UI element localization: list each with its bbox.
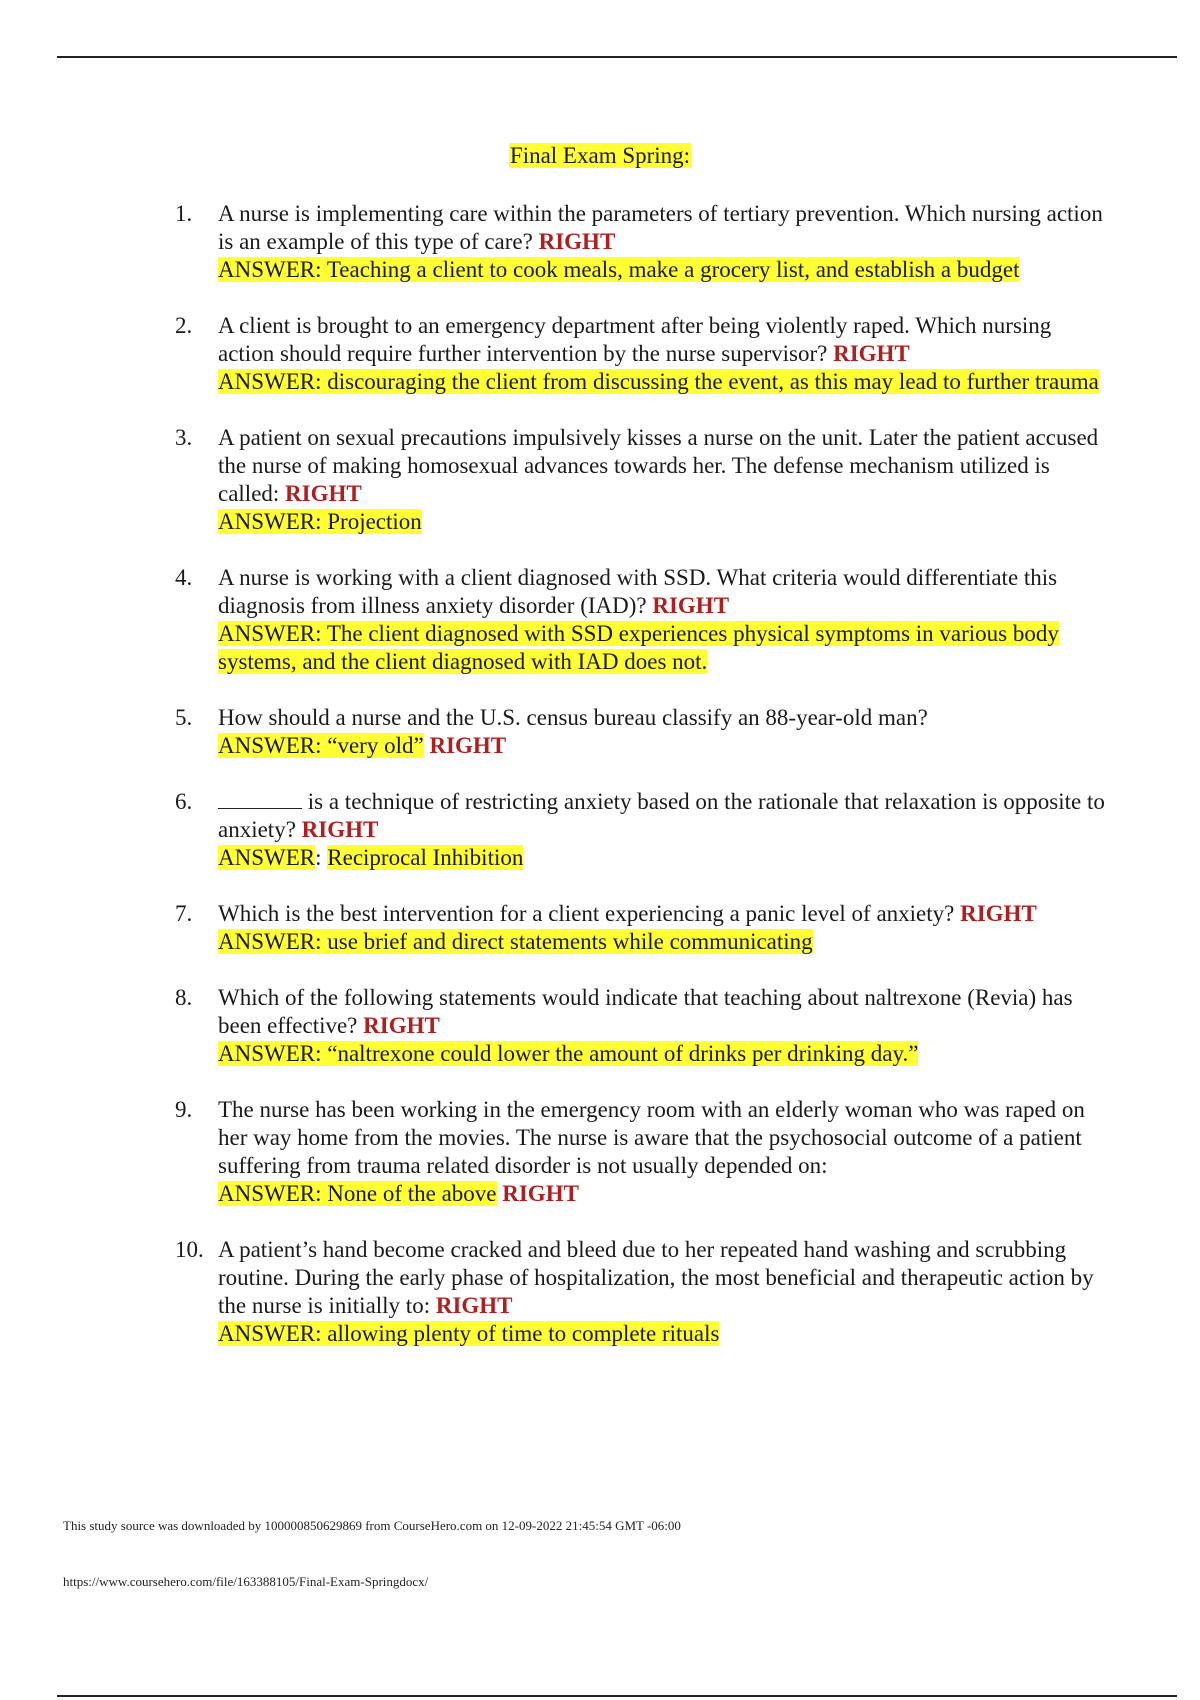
question-text: Which is the best intervention for a client experiencing a panic level of anxiety? [218, 901, 955, 926]
right-mark: RIGHT [652, 593, 730, 618]
right-mark: RIGHT [285, 481, 362, 506]
question-text: Which of the following statements would indicate that teaching about naltrexone (Revia) has been effective? [218, 985, 1073, 1038]
question-number: 9. [175, 1097, 193, 1122]
question-number: 4. [175, 565, 193, 590]
question-number: 7. [175, 901, 193, 926]
question-text: is a technique of restricting anxiety based on the rationale that relaxation is opposite to anxiety? [218, 789, 1105, 842]
question-text: How should a nurse and the U.S. census bureau classify an 88-year-old man? [218, 705, 928, 730]
question-number: 5. [175, 705, 193, 730]
question-number: 1. [175, 201, 193, 226]
question-2 [175, 312, 1105, 396]
source-note: This study source was downloaded by 100000850629869 from CourseHero.com on 12-09-2022 21:45:54 GMT -06:00 [63, 1518, 681, 1533]
question-text: A nurse is implementing care within the parameters of tertiary prevention. Which nursing action is an example of this type of care? [218, 201, 1103, 254]
question-text: A nurse is working with a client diagnosed with SSD. What criteria would differentiate this diagnosis from illness anxiety disorder (IAD)? [218, 565, 1058, 618]
answer-text: ANSWER: use brief and direct statements while communicating [218, 929, 813, 954]
answer-text: ANSWER: “very old” [218, 733, 424, 758]
question-10 [175, 1236, 1105, 1348]
answer-text: ANSWER: Projection [218, 509, 422, 534]
answer-separator: : [315, 845, 328, 870]
question-1 [175, 200, 1105, 284]
right-mark: RIGHT [429, 733, 507, 758]
fill-in-blank [218, 790, 302, 809]
question-9 [175, 1096, 1105, 1208]
question-number: 6. [175, 789, 193, 814]
source-url[interactable]: https://www.coursehero.com/file/163388105/Final-Exam-Springdocx/ [63, 1574, 429, 1589]
answer-text: ANSWER: allowing plenty of time to complete rituals [218, 1321, 720, 1346]
answer-value: Reciprocal Inhibition [327, 845, 524, 870]
question-8 [175, 984, 1105, 1068]
question-text: A client is brought to an emergency department after being violently raped. Which nursing action should require further intervention by the nurse supervisor? [218, 313, 1052, 366]
bottom-rule [57, 1695, 1177, 1697]
question-text: The nurse has been working in the emergency room with an elderly woman who was raped on her way home from the movies. The nurse is aware that the psychosocial outcome of a patient suffering from trauma related disorder is not usually depended on: [218, 1097, 1085, 1178]
question-text: A patient’s hand become cracked and bleed due to her repeated hand washing and scrubbing routine. During the early phase of hospitalization, the most beneficial and therapeutic action by the nurse is initially to: [218, 1237, 1094, 1318]
question-3 [175, 424, 1105, 536]
question-4 [175, 564, 1105, 676]
top-rule [57, 56, 1177, 58]
question-number: 3. [175, 425, 193, 450]
question-number: 10. [175, 1237, 204, 1262]
question-number: 2. [175, 313, 193, 338]
answer-text: ANSWER: The client diagnosed with SSD experiences physical symptoms in various body systems, and the client diagnosed with IAD does not. [218, 621, 1059, 674]
question-text: A patient on sexual precautions impulsively kisses a nurse on the unit. Later the patient accused the nurse of making homosexual advances towards her. The defense mechanism utilized is called: [218, 425, 1099, 506]
question-6 [175, 788, 1105, 872]
right-mark: RIGHT [502, 1181, 579, 1206]
question-7 [175, 900, 1105, 956]
question-5 [175, 704, 1105, 760]
page-title: Final Exam Spring: [509, 143, 691, 168]
question-list [175, 200, 1105, 1376]
answer-label: ANSWER [218, 845, 316, 870]
question-number: 8. [175, 985, 193, 1010]
title-wrap [0, 143, 1200, 169]
answer-text: ANSWER: None of the above [218, 1181, 497, 1206]
right-mark: RIGHT [960, 901, 1037, 926]
answer-text: ANSWER: discouraging the client from discussing the event, as this may lead to further trauma [218, 369, 1099, 394]
right-mark: RIGHT [301, 817, 379, 842]
right-mark: RIGHT [538, 229, 616, 254]
answer-text: ANSWER: “naltrexone could lower the amount of drinks per drinking day.” [218, 1041, 919, 1066]
right-mark: RIGHT [833, 341, 910, 366]
right-mark: RIGHT [363, 1013, 440, 1038]
answer-text: ANSWER: Teaching a client to cook meals, make a grocery list, and establish a budget [218, 257, 1020, 282]
right-mark: RIGHT [435, 1293, 513, 1318]
